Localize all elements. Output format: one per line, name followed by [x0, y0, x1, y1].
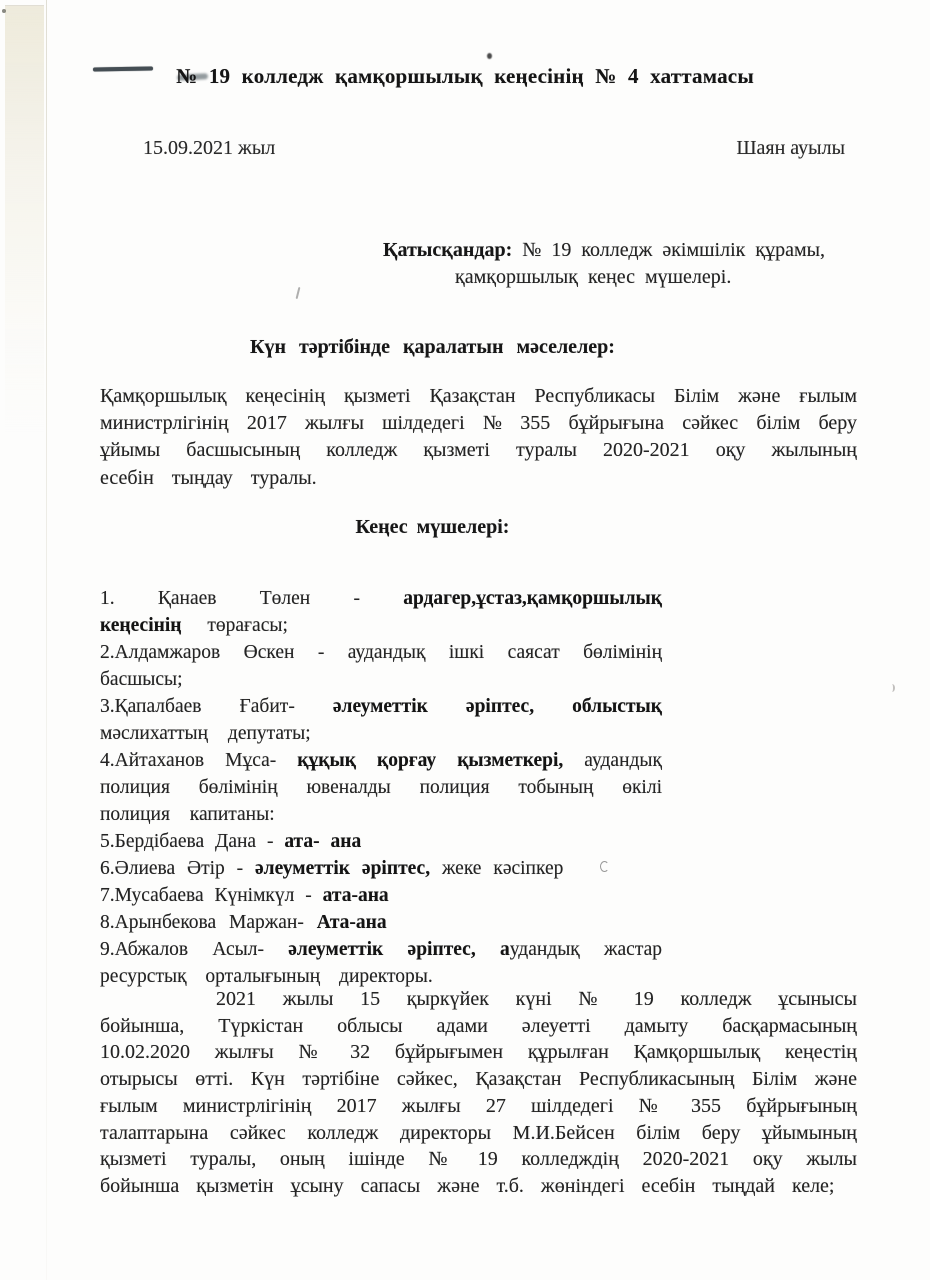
member-item: [100, 936, 662, 990]
member-item: [100, 747, 662, 828]
member-text: 4.Айтаханов Мұса-: [100, 750, 298, 771]
member-text: 3.Қапалбаев Ғабит-: [100, 696, 333, 717]
member-role-bold: Ата-ана: [316, 912, 387, 933]
agenda-heading: Күн тәртібінде қаралатын мәселелер:: [249, 336, 615, 358]
member-text: 1. Қанаев Төлен -: [100, 588, 404, 609]
member-text: 5.Бердібаева Дана -: [100, 831, 285, 852]
participants-label: Қатысқандар:: [383, 239, 513, 261]
member-role-bold: әлеуметтік әріптес,: [255, 858, 431, 879]
member-item: [100, 585, 662, 639]
scan-edge-line: [46, 0, 47, 1280]
member-item: [100, 855, 662, 882]
member-item: [100, 882, 662, 909]
ink-mark: [296, 287, 301, 299]
member-text: 9.Абжалов Асыл-: [100, 939, 289, 960]
participants-line2: қамқоршылық кеңес мүшелері.: [455, 266, 732, 288]
document-date: 15.09.2021 жыл: [143, 137, 276, 159]
participants-line1: [383, 237, 861, 264]
ink-dot: [487, 53, 492, 59]
participants-block: [383, 237, 861, 291]
member-role-bold: әлеуметтік әріптес, а: [288, 939, 510, 960]
member-role-bold: әлеуметтік әріптес, облыстық: [332, 696, 662, 717]
document-place: Шаян ауылы: [736, 137, 845, 159]
ink-speck: [889, 684, 895, 692]
agenda-paragraph: Қамқоршылық кеңесінің қызметі Қазақстан Республикасы Білім және ғылым министрлігінің 2017 жылғы шілдедегі № 355 бұйрығына сәйкес білім беру ұйымы басшысының колледж қызметі туралы 2020-2021 оқу жылының есебін тыңдау туралы.: [100, 385, 857, 489]
member-text: төрағасы;: [181, 615, 288, 636]
ink-dot: [2, 9, 6, 13]
member-item: [100, 909, 662, 936]
member-text: аудандық полиция бөлімінің ювеналды полиция тобының өкілі полиция капитаны:: [100, 750, 662, 825]
member-item: [100, 693, 662, 747]
member-item: [100, 639, 662, 693]
member-text: удандық жастар ресурстық орталығының директоры.: [100, 939, 663, 987]
date-place-row: [143, 137, 845, 160]
member-text: жеке кәсіпкер: [430, 858, 564, 879]
member-role-bold: құқық қорғау қызметкері,: [297, 750, 564, 771]
member-text: 2.Алдамжаров Өскен - аудандық ішкі саясат бөлімінің басшысы;: [100, 642, 662, 690]
member-item: [100, 828, 662, 855]
members-heading: Кеңес мүшелері:: [355, 516, 510, 538]
member-role-bold: ата-ана: [322, 885, 389, 906]
members-list: [100, 585, 662, 990]
document-title: № 19 колледж қамқоршылық кеңесінің № 4 хаттамасы: [176, 64, 754, 88]
member-text: 8.Арынбекова Маржан-: [100, 912, 317, 933]
member-role-bold: ардагер,ұстаз,қамқоршылық кеңесінің: [100, 588, 662, 636]
member-role-bold: ата- ана: [284, 831, 362, 852]
member-text: мәслихаттың депутаты;: [100, 723, 311, 744]
member-text: 6.Әлиева Әтір -: [100, 858, 256, 879]
closing-paragraph: 2021 жылы 15 қыркүйек күні № 19 колледж ұсынысы бойынша, Түркістан облысы адами әлеуетті дамыту басқармасының 10.02.2020 жылғы № 32 бұйрығымен құрылған Қамқоршылық кеңестің отырысы өтті. Күн тәртібіне сәйкес, Қазақстан Республикасының Білім және ғылым министрлігінің 2017 жылғы 27 шілдедегі № 355 бұйрығының талаптарына сәйкес колледж директоры М.И.Бейсен білім беру ұйымының қызметі туралы, оның ішінде № 19 колледждің 2020-2021 оқу жылы бойынша қызметін ұсыну сапасы және т.б. жөніндегі есебін тыңдай келе;: [100, 988, 857, 1197]
participants-text1: № 19 колледж әкімшілік құрамы,: [522, 239, 826, 261]
member-text: 7.Мусабаева Күнімкүл -: [100, 885, 323, 906]
